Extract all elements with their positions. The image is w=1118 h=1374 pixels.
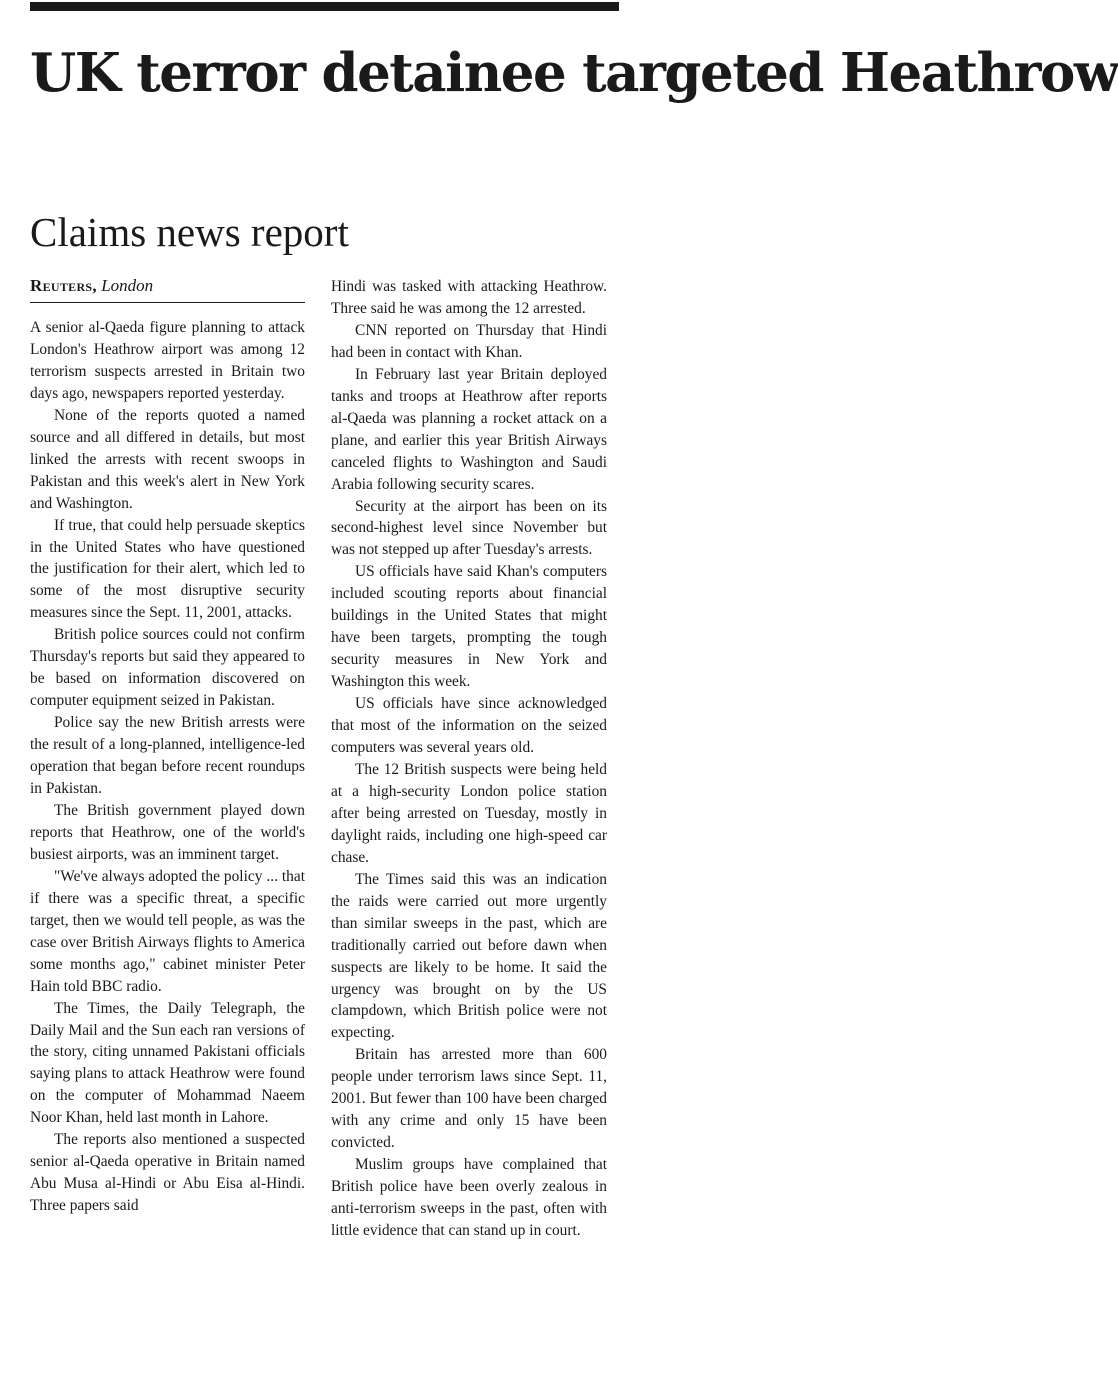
paragraph: Security at the airport has been on its second-highest level since November but was not stepped up after Tuesday's arrests. (331, 497, 607, 559)
paragraph: British police sources could not confirm Thursday's reports but said they appeared to be based on information discovered on computer equipment seized in Pakistan. (30, 626, 305, 710)
paragraph: The Times, the Daily Telegraph, the Daily Mail and the Sun each ran versions of the story, citing unnamed Pakistani officials saying plans to attack Heathrow were found on the computer of Mohammad Naeem Noor Khan, held last month in Lahore. (30, 999, 305, 1127)
byline-dateline: London (101, 276, 154, 295)
paragraph: US officials have since acknowledged that most of the information on the seized computers was several years old. (331, 695, 607, 757)
paragraph: Hindi was tasked with attacking Heathrow. Three said he was among the 12 arrested. (331, 278, 607, 317)
article-column-right (331, 276, 607, 1242)
paragraph: CNN reported on Thursday that Hindi had been in contact with Khan. (331, 321, 607, 361)
paragraph: A senior al-Qaeda figure planning to attack London's Heathrow airport was among 12 terrorism suspects arrested in Britain two days ago, newspapers reported yesterday. (30, 319, 305, 402)
paragraph: The British government played down reports that Heathrow, one of the world's busiest airports, was an imminent target. (30, 801, 305, 863)
paragraph: Muslim groups have complained that British police have been overly zealous in anti-terrorism sweeps in the past, often with little evidence that can stand up in court. (331, 1156, 607, 1239)
paragraph: None of the reports quoted a named source and all differed in details, but most linked the arrests with recent swoops in Pakistan and this week's alert in New York and Washington. (30, 406, 305, 512)
byline-agency: Reuters, (30, 276, 97, 295)
paragraph: The reports also mentioned a suspected senior al-Qaeda operative in Britain named Abu Musa al-Hindi or Abu Eisa al-Hindi. Three papers said (30, 1131, 305, 1215)
paragraph: In February last year Britain deployed tanks and troops at Heathrow after reports al-Qaeda was planning a rocket attack on a plane, and earlier this year British Airways canceled flights to Washington and Saudi Arabia following security scares. (331, 365, 607, 493)
paragraph: "We've always adopted the policy ... that if there was a specific threat, a specific target, then we would tell people, as was the case over British Airways flights to America some months ago," cabinet minister Peter Hain told BBC radio. (30, 867, 305, 995)
byline (30, 275, 305, 303)
headline-text: UK terror detainee targeted Heathrow (30, 42, 1118, 104)
headline (30, 40, 1118, 106)
paragraph: Police say the new British arrests were the result of a long-planned, intelligence-led operation that began before recent roundups in Pakistan. (30, 714, 305, 798)
subheadline: Claims news report (30, 209, 349, 255)
paragraph: US officials have said Khan's computers included scouting reports about financial buildings in the United States that might have been targets, prompting the tough security measures in New York and Washington this week. (331, 563, 607, 691)
paragraph: If true, that could help persuade skeptics in the United States who have questioned the justification for their alert, which led to some of the most disruptive security measures since the Sept. 11, 2001, attacks. (30, 516, 305, 622)
top-rule (30, 2, 619, 11)
paragraph: The 12 British suspects were being held at a high-security London police station after being arrested on Tuesday, mostly in daylight raids, including one high-speed car chase. (331, 760, 607, 866)
article-column-left (30, 317, 305, 1217)
paragraph: Britain has arrested more than 600 people under terrorism laws since Sept. 11, 2001. But fewer than 100 have been charged with any crime and only 15 have been convicted. (331, 1046, 607, 1152)
paragraph: The Times said this was an indication the raids were carried out more urgently than similar sweeps in the past, which are traditionally carried out before dawn when suspects are likely to be home. It said the urgency was brought on by the US clampdown, which British police were not expecting. (331, 870, 607, 1042)
